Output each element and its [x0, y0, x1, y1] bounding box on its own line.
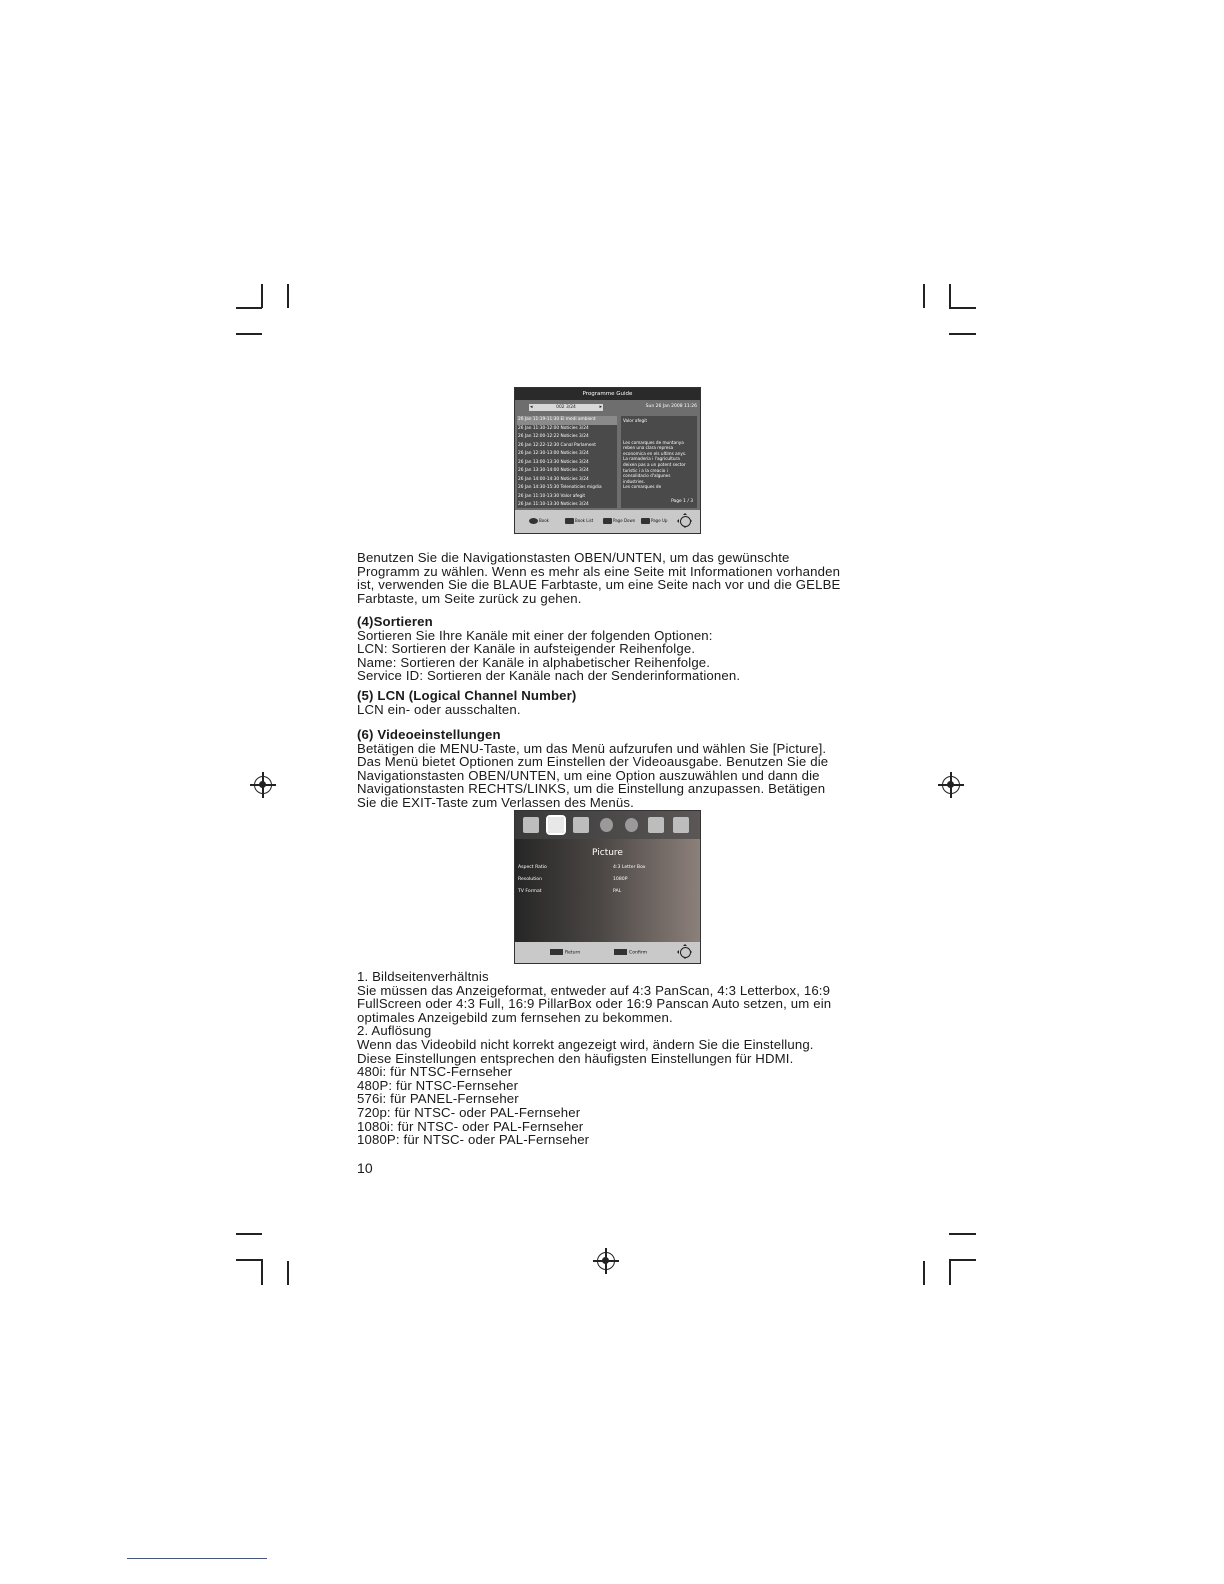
epg-channel-bar: [529, 404, 603, 411]
menu-icon-bar: [515, 811, 700, 839]
epg-event-row: 26 Jan 11:10-13:30 Valor afegit: [518, 493, 586, 499]
epg-page-down-hint: Page Down: [603, 518, 635, 524]
picture-title: Picture: [592, 848, 623, 858]
exit-key-icon: [550, 949, 563, 955]
aspect-ratio-label: Aspect Ratio: [518, 865, 547, 870]
epg-event-row: 26 Jan 13:00-13:30 Noticies 3/24: [518, 459, 589, 465]
lcn-heading: (5) LCN (Logical Channel Number): [357, 688, 577, 703]
return-hint: Return: [550, 949, 580, 956]
epg-footer: [515, 510, 700, 533]
yellow-key-icon: [603, 518, 612, 524]
search-menu-icon: [573, 817, 589, 833]
epg-info-title: Valor afegit: [623, 418, 647, 423]
epg-book-hint: Book: [529, 518, 549, 524]
epg-info-panel: [621, 416, 697, 508]
video-section: (6) Videoeinstellungen Betätigen die MENU-Taste, um das Menü aufzurufen und wählen Sie [Picture]. Das Menü bietet Optionen zum Einstellen der Videoausgabe. Benutzen Sie die Navigationstasten OBEN/UNTEN, um eine Option auszuwählen und dann die Navigationstasten RECHTS/LINKS, um die Einstellung anzupassen. Betätigen Sie die EXIT-Taste zum Verlassen des Menüs.: [357, 728, 877, 810]
epg-info-line: industries.: [623, 478, 645, 484]
navigation-pad-icon: [678, 514, 693, 529]
aspect-ratio-value: 4:3 Letter Box: [613, 865, 646, 870]
epg-title: Programme Guide: [515, 388, 700, 400]
navigation-pad-icon: [678, 945, 693, 960]
arrow-left-icon: ◂: [530, 404, 533, 410]
epg-event-row: 26 Jan 14:30-15:30 Telenoticies migdia: [518, 485, 602, 490]
ok-key-icon: [529, 518, 538, 524]
programme-guide-screenshot: [514, 387, 701, 534]
epg-info-line: consolidacio d'algunes: [623, 473, 671, 479]
epg-event-row: 26 Jan 13:30-14:00 Noticies 3/24: [518, 468, 589, 473]
lcn-section: (5) LCN (Logical Channel Number) LCN ein- oder ausschalten.: [357, 689, 877, 716]
arrow-right-icon: ▸: [599, 404, 602, 410]
registration-mark-left-icon: [250, 772, 276, 798]
epg-datetime: Sun 26 Jan 2008 11:26: [645, 404, 697, 409]
picture-footer: [515, 942, 700, 963]
sort-section: (4)Sortieren Sortieren Sie Ihre Kanäle mit einer der folgenden Optionen: LCN: Sortieren der Kanäle in aufsteigender Reihenfolge. Name: Sortieren der Kanäle in alphabetischer Reihenfolge. Service ID: Sortieren der Kanäle nach der Senderinformationen.: [357, 615, 877, 683]
epg-event-row: 26 Jan 12:30-13:00 Noticies 3/24: [518, 451, 589, 456]
blue-key-icon: [641, 518, 650, 524]
option-menu-icon: [625, 818, 638, 832]
time-menu-icon: [600, 818, 613, 832]
video-details: 1. Bildseitenverhältnis Sie müssen das Anzeigeformat, entweder auf 4:3 PanScan, 4:3 Letterbox, 16:9 FullScreen oder 4:3 Full, 16:9 PillarBox oder 16:9 Panscan Auto setzen, um ein optimales Anzeigebild zum fernsehen zu bekommen. 2. Auflösung Wenn das Videobild nicht korrekt angezeigt wird, ändern Sie die Einstellung. Diese Einstellungen entsprechen den häufigsten Einstellungen für HDMI. 480i: für NTSC-Fernseher 480P: für NTSC-Fernseher 576i: für PANEL-Fernseher 720p: für NTSC- oder PAL-Fernseher 1080i: für NTSC- oder PAL-Fernseher 1080P: für NTSC- oder PAL-Fernseher: [357, 969, 832, 1148]
epg-event-row: 26 Jan 11:10-13:30 Noticies 3/24: [518, 502, 589, 507]
epg-page-up-hint: Page Up: [641, 518, 667, 524]
picture-menu-icon: [548, 817, 564, 833]
page-number: 10: [357, 1160, 373, 1176]
epg-info-line: La ramaderia i l'agricultura: [623, 456, 680, 462]
picture-menu-screenshot: [514, 810, 701, 964]
epg-info-line: Les comarques de muntanya: [623, 439, 684, 445]
footer-rule: [127, 1558, 267, 1559]
channel-menu-icon: [523, 817, 539, 833]
epg-page-indicator: Page 1 / 3: [671, 499, 693, 505]
epg-info-line: Les comarques de: [623, 484, 662, 490]
registration-mark-bottom-icon: [593, 1248, 619, 1274]
sort-heading: (4)Sortieren: [357, 614, 433, 629]
system-menu-icon: [648, 817, 664, 833]
usb-menu-icon: [673, 817, 689, 833]
epg-event-row: 26 Jan 12:22-12:30 Canal Parlament: [518, 442, 596, 448]
resolution-value: 1080P: [613, 877, 628, 882]
epg-info-line: deixen pas a un potent sector: [623, 461, 686, 467]
epg-instructions: Benutzen Sie die Navigationstasten OBEN/UNTEN, um das gewünschte Programm zu wählen. Wenn es mehr als eine Seite mit Informationen vorhanden ist, verwenden Sie die BLAUE Farbtaste, um eine Seite nach vor und die GELBE Farbtaste, um Seite zurück zu gehen.: [357, 550, 841, 606]
epg-event-row: 26 Jan 11:19-11:30 El medi ambient: [517, 416, 617, 425]
epg-channel: 002 3/24: [556, 405, 576, 410]
epg-info-line: turistic i a la creacio i: [623, 467, 668, 473]
ok-key-icon: [614, 949, 627, 955]
video-heading: (6) Videoeinstellungen: [357, 727, 501, 742]
registration-mark-right-icon: [938, 772, 964, 798]
epg-event-row: 26 Jan 14:00-14:30 Noticies 3/24: [518, 476, 589, 482]
tv-format-value: PAL: [613, 889, 622, 894]
epg-info-line: economica en els ultims anys.: [623, 450, 687, 456]
resolution-label: Resolution: [518, 877, 543, 882]
epg-book-list-hint: Book List: [565, 518, 593, 524]
epg-event-list: [517, 416, 617, 508]
epg-event-row: 26 Jan 11:30-12:00 Noticies 3/24: [518, 425, 589, 431]
red-key-icon: [565, 518, 574, 524]
tv-format-label: TV Format: [518, 889, 542, 894]
epg-info-line: reben una clara represa: [623, 445, 674, 451]
epg-event-row: 26 Jan 12:00-12:22 Noticies 3/24: [518, 434, 589, 439]
confirm-hint: Confirm: [614, 949, 647, 956]
